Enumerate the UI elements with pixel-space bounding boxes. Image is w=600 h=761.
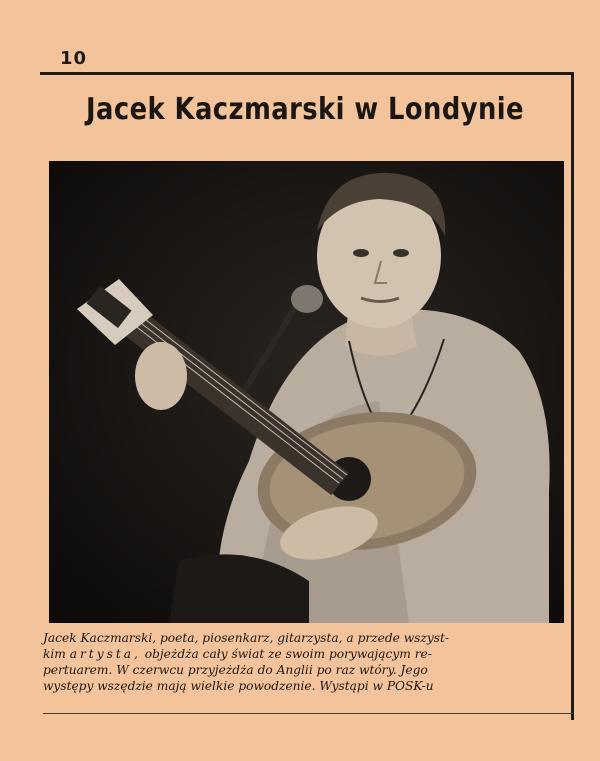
caption-line: Jacek Kaczmarski, poeta, piosenkarz, gitarzysta, a przede wszyst- [43,631,449,645]
caption-word: kim [43,647,66,661]
right-divider [571,72,574,720]
caption-line: występy wszędzie mają wielkie powodzenie. Wystąpi w POSK-u [43,679,434,693]
caption-word: objeżdża cały świat ze swoim porywającym re- [144,647,432,661]
caption-emphasis: artysta, [69,647,141,661]
photo-caption [43,630,570,694]
caption-line: pertuarem. W czerwcu przyjeżdża do Anglii po raz wtóry. Jego [43,663,428,677]
bottom-divider [43,713,573,714]
headline: Jacek Kaczmarski w Londynie [86,92,524,127]
page-number: 10 [60,48,88,69]
caption-line [43,646,570,662]
singer-with-guitar-photo [49,161,564,623]
top-divider [40,72,573,75]
